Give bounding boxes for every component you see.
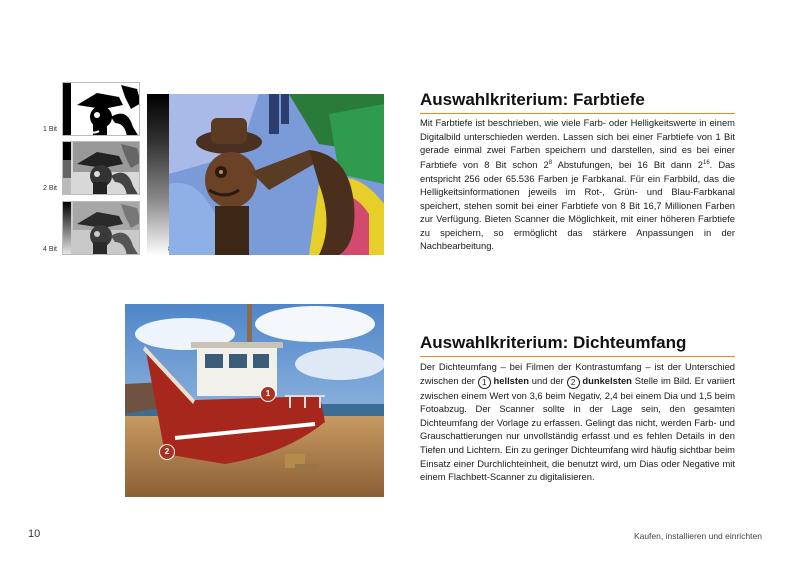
graffiti-sculpture-image	[169, 94, 384, 255]
heading-rule-farbtiefe	[420, 113, 735, 114]
sculpture-1bit-image	[63, 83, 140, 136]
paragraph-farbtiefe-part1: Mit Farbtiefe ist beschrieben, wie viele Farb- oder Helligkeitswerte in einem Digitalbild unterschieden werden. Lassen sich bei einer Farbtiefe von 1 Bit gerade einmal zwei Farben speichern und darstellen, sind es bei einer Farbtiefe von 8 Bit schon 2	[420, 117, 735, 170]
sculpture-2bit-image	[63, 142, 140, 195]
label-4-bit: 4 Bit	[43, 246, 58, 253]
paragraph-dichteumfang-part3: Stelle im Bild. Er variiert zwischen einem Wert von 3,6 beim Negativ, 2,4 bei einem Dia und 1,5 beim Fotoabzug. Der Scanner sollte in der Lage sein, den gesamten Dichteumfang der Vorlage zu erfassen. Gelingt das nicht, werden Farb- und Grauschattierungen nur unvollständig erfasst und es fehlen Details in den Tiefen und Lichtern. Ein zu geringer Dichteumfang wird häufig sichtbar beim Einsatz einer Durchlichteinheit, die benutzt wird, um Dias oder Negative mit einem Flachbett-Scanner zu digitalisieren.	[420, 374, 735, 483]
footer-chapter-title: Kaufen, installieren und einrichten	[633, 531, 762, 541]
heading-rule-dichteumfang	[420, 356, 735, 357]
inline-marker-2: 2	[567, 376, 580, 389]
page-number: 10	[28, 528, 41, 540]
paragraph-farbtiefe-part3: . Das entspricht 256 oder 65.536 Farben je Farbkanal. Für ein Farbbild, das die Helligkeitsinformationen jeweils im Rot-, Grün- und Blau-Farbkanal speichert, stehen somit bei einer Farbtiefe von 8 Bit 16,7 Millionen Farben zur Verfügung. Bieten Scanner die Möglichkeit, mit einer höheren Farbtiefe zu speichern, so ermöglicht das stärkere Anpassungen in der Nachbearbeitung.	[420, 158, 735, 252]
boat-photo	[125, 304, 384, 497]
paragraph-dichteumfang-part1: Der Dichteumfang – bei Filmen der Kontrastumfang – ist der Unterschied zwischen der	[420, 361, 735, 386]
heading-farbtiefe: Auswahlkriterium: Farbtiefe	[420, 90, 645, 109]
thumbnail-2-bit	[62, 141, 140, 195]
bold-dunkelsten: dunkelsten	[582, 374, 632, 386]
marker-dunkelste-stelle: 2	[159, 444, 175, 460]
thumbnail-1-bit	[62, 82, 140, 136]
thumbnail-4-bit	[62, 201, 140, 255]
paragraph-dichteumfang	[420, 360, 735, 484]
label-1-bit: 1 Bit	[43, 126, 58, 133]
boat-image	[125, 304, 384, 497]
bold-hellsten: hellsten	[493, 374, 529, 386]
sculpture-color-photo	[169, 94, 384, 255]
label-2-bit: 2 Bit	[43, 185, 58, 192]
inline-marker-1: 1	[478, 376, 491, 389]
superscript-16: 16	[702, 159, 710, 166]
paragraph-farbtiefe-part2: Abstufungen, bei 16 Bit dann 2	[552, 158, 703, 170]
paragraph-farbtiefe	[420, 116, 735, 253]
paragraph-dichteumfang-part2: und der	[528, 374, 567, 386]
superscript-8: 8	[548, 159, 553, 166]
gray-gradient-strip	[147, 94, 169, 255]
sculpture-4bit-image	[63, 202, 140, 255]
heading-dichteumfang: Auswahlkriterium: Dichteumfang	[420, 333, 687, 352]
marker-hellste-stelle: 1	[260, 386, 276, 402]
